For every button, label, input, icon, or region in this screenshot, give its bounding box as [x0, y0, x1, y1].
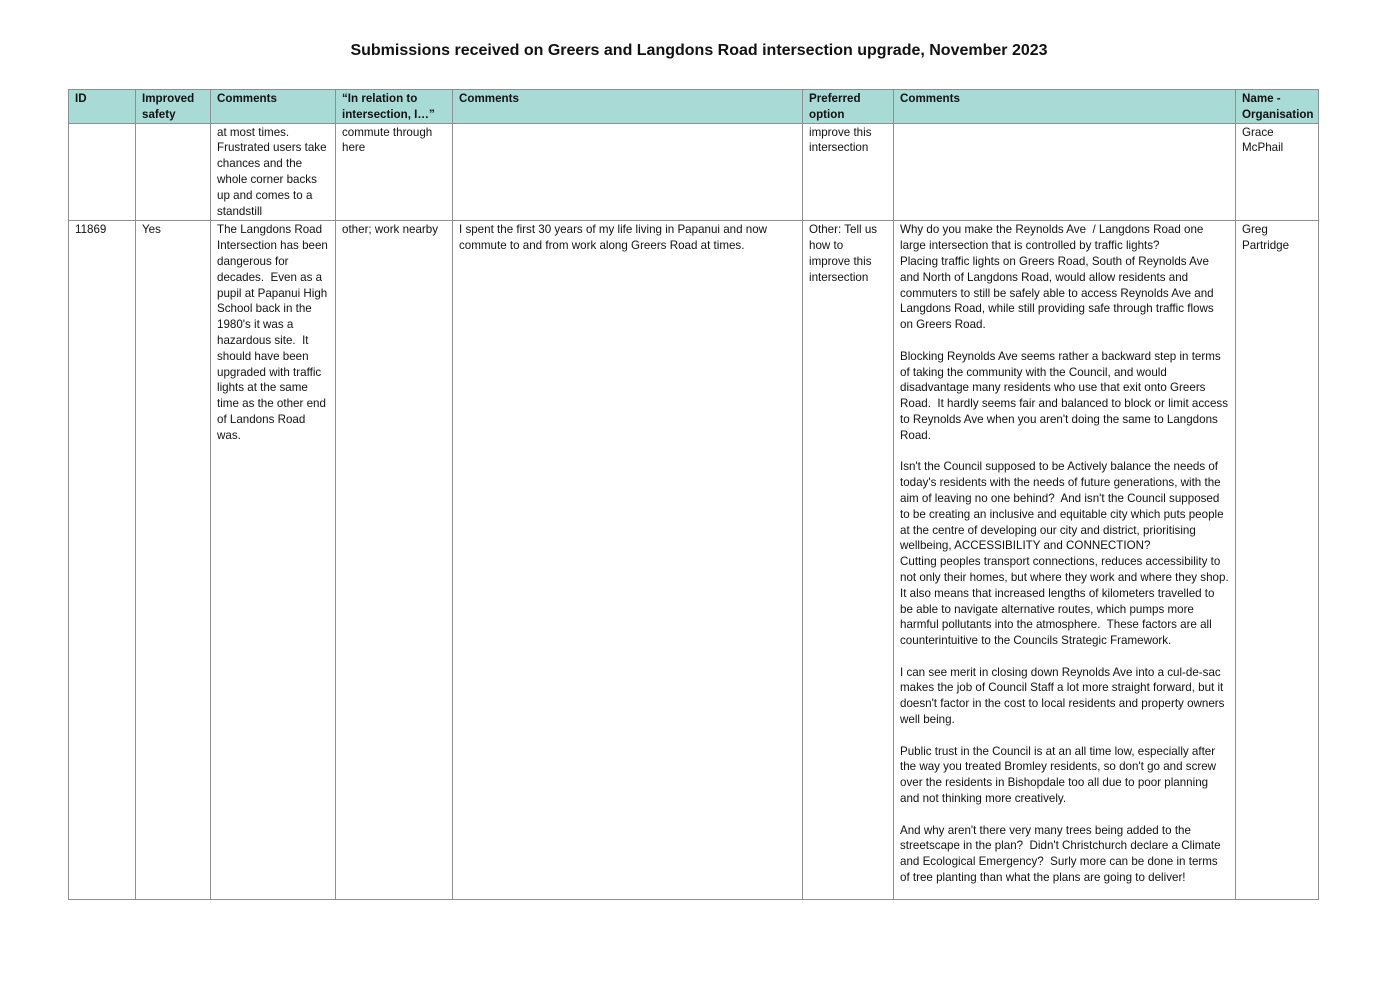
document-title: Submissions received on Greers and Langdons Road intersection upgrade, November 2023	[350, 42, 1048, 59]
cell-comments: Why do you make the Reynolds Ave / Langdons Road one large intersection that is controlled by traffic lights? Placing traffic lights on Greers Road, South of Reynolds Ave and North of Langdons Road, would allow residents and commuters to still be safely able to access Reynolds Ave and Langdons Road, while still providing safe through traffic flows on Greers Road. Blocking Reynolds Ave seems rather a backward step in terms of taking the community with the Council, and would disadvantage many residents who use that exit onto Greers Road. It hardly seems fair and balanced to block or limit access to Reynolds Ave when you aren't doing the same to Langdons Road. Isn't the Council supposed to be Actively balance the needs of today's residents with the needs of future generations, with the aim of leaving no one behind? And isn't the Council supposed to be creating an inclusive and equitable city which puts people at the centre of developing our city and district, prioritising wellbeing, ACCESSIBILITY and CONNECTION? Cutting peoples transport connections, reduces accessibility to not only their homes, but where they work and where they shop. It also means that increased lengths of kilometers travelled to be able to navigate alternative routes, which pumps more harmful pollutants into the atmosphere. These factors are all counterintuitive to the Councils Strategic Framework. I can see merit in closing down Reynolds Ave into a cul-de-sac makes the job of Council Staff a lot more straight forward, but it doesn't factor in the cost to local residents and property owners well being. Public trust in the Council is at an all time low, especially after the way you treated Bromley residents, so don't go and screw over the residents in Bishopdale too all due to poor planning and not thinking more creatively. And why aren't there very many trees being added to the streetscape in the plan? Didn't Christchurch declare a Climate and Ecological Emergency? Surly more can be done in terms of tree planting than what the plans are going to deliver!	[894, 221, 1236, 900]
cell-id: 11869	[69, 221, 136, 900]
column-header-preferred-option: Preferred option	[803, 90, 894, 124]
column-header-comments: Comments	[453, 90, 803, 124]
column-header-name-organisation: Name - Organisation	[1236, 90, 1319, 124]
table-row	[69, 123, 1319, 221]
column-header-relation: “In relation to intersection, I…”	[336, 90, 453, 124]
cell-comments: I spent the first 30 years of my life living in Papanui and now commute to and from work along Greers Road at times.	[453, 221, 803, 900]
column-header-improved-safety: Improved safety	[136, 90, 211, 124]
cell-preferred-option: Other: Tell us how to improve this intersection	[803, 221, 894, 900]
header-row	[69, 90, 1319, 124]
cell-comments	[894, 123, 1236, 221]
cell-id	[69, 123, 136, 221]
cell-name: Grace McPhail	[1236, 123, 1319, 221]
cell-comments: The Langdons Road Intersection has been dangerous for decades. Even as a pupil at Papanui High School back in the 1980's it was a hazardous site. It should have been upgraded with traffic lights at the same time as the other end of Landons Road was.	[211, 221, 336, 900]
table-row	[69, 221, 1319, 900]
cell-comments	[453, 123, 803, 221]
column-header-comments: Comments	[211, 90, 336, 124]
cell-relation: commute through here	[336, 123, 453, 221]
cell-improved-safety	[136, 123, 211, 221]
column-header-comments: Comments	[894, 90, 1236, 124]
cell-comments: at most times. Frustrated users take chances and the whole corner backs up and comes to a standstill	[211, 123, 336, 221]
column-header-id: ID	[69, 90, 136, 124]
cell-relation: other; work nearby	[336, 221, 453, 900]
cell-improved-safety: Yes	[136, 221, 211, 900]
submissions-table	[68, 89, 1319, 900]
cell-preferred-option: improve this intersection	[803, 123, 894, 221]
cell-name: Greg Partridge	[1236, 221, 1319, 900]
